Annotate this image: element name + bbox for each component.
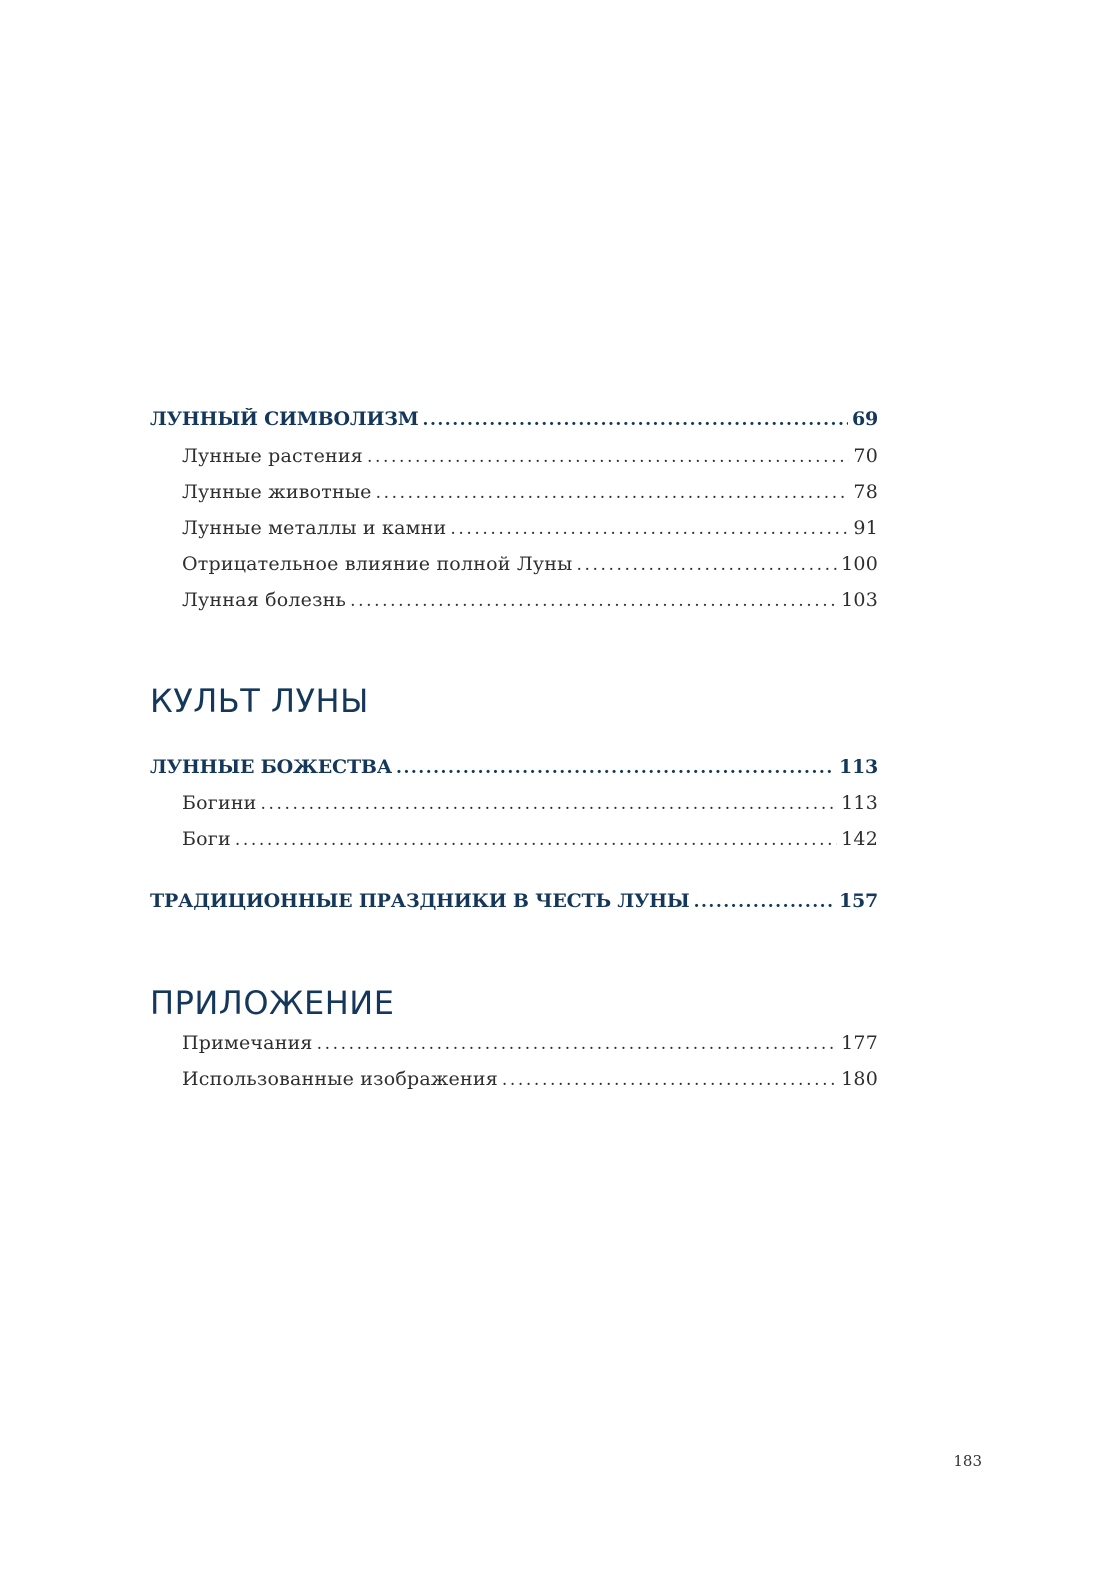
toc-entry-title: Примечания	[182, 1032, 313, 1054]
toc-entry[interactable]	[182, 517, 878, 539]
toc-page-number: 113	[838, 756, 878, 778]
toc-entry[interactable]	[182, 445, 878, 467]
toc-entry-title: Лунные металлы и камни	[182, 517, 447, 539]
part-heading-cult: КУЛЬТ ЛУНЫ	[150, 682, 369, 720]
toc-chapter-title: ЛУННЫЕ БОЖЕСТВА	[150, 756, 393, 778]
dot-leader	[367, 447, 849, 467]
toc-chapter-title: ЛУННЫЙ СИМВОЛИЗМ	[150, 408, 419, 430]
toc-entry[interactable]	[182, 792, 878, 814]
part-heading-appendix: ПРИЛОЖЕНИЕ	[150, 984, 395, 1022]
dot-leader	[350, 591, 837, 611]
dot-leader	[261, 794, 838, 814]
toc-page-number: 157	[838, 890, 878, 912]
toc-entry-title: Использованные изображения	[182, 1068, 498, 1090]
toc-chapter-symbolism[interactable]	[150, 408, 878, 430]
toc-entry-title: Лунные животные	[182, 481, 372, 503]
toc-page-number: 113	[841, 792, 878, 814]
toc-entry[interactable]	[182, 828, 878, 850]
toc-chapter-title: ТРАДИЦИОННЫЕ ПРАЗДНИКИ В ЧЕСТЬ ЛУНЫ	[150, 890, 690, 912]
dot-leader	[576, 555, 837, 575]
toc-page-number: 100	[841, 553, 878, 575]
toc-page-number: 177	[841, 1032, 878, 1054]
toc-entry-title: Лунная болезнь	[182, 589, 347, 611]
toc-page-number: 91	[853, 517, 878, 539]
dot-leader	[396, 758, 835, 778]
toc-entry-title: Отрицательное влияние полной Луны	[182, 553, 573, 575]
page-number: 183	[953, 1452, 982, 1470]
toc-entry-title: Лунные растения	[182, 445, 363, 467]
toc-page-number: 103	[841, 589, 878, 611]
toc-page-number: 142	[841, 828, 878, 850]
toc-chapter-holidays[interactable]	[150, 890, 878, 912]
dot-leader	[235, 830, 837, 850]
dot-leader	[317, 1034, 838, 1054]
toc-entry[interactable]	[182, 1032, 878, 1054]
toc-chapter-deities[interactable]	[150, 756, 878, 778]
toc-page-number: 70	[853, 445, 878, 467]
dot-leader	[694, 892, 835, 912]
dot-leader	[450, 519, 849, 539]
dot-leader	[376, 483, 850, 503]
toc-entry-title: Богини	[182, 792, 257, 814]
toc-page-number: 69	[851, 408, 878, 430]
dot-leader	[502, 1070, 837, 1090]
toc-entry[interactable]	[182, 481, 878, 503]
toc-entry[interactable]	[182, 1068, 878, 1090]
toc-entry[interactable]	[182, 553, 878, 575]
toc-entry[interactable]	[182, 589, 878, 611]
toc-page-number: 180	[841, 1068, 878, 1090]
toc-entry-title: Боги	[182, 828, 231, 850]
dot-leader	[423, 410, 848, 430]
toc-page-number: 78	[853, 481, 878, 503]
